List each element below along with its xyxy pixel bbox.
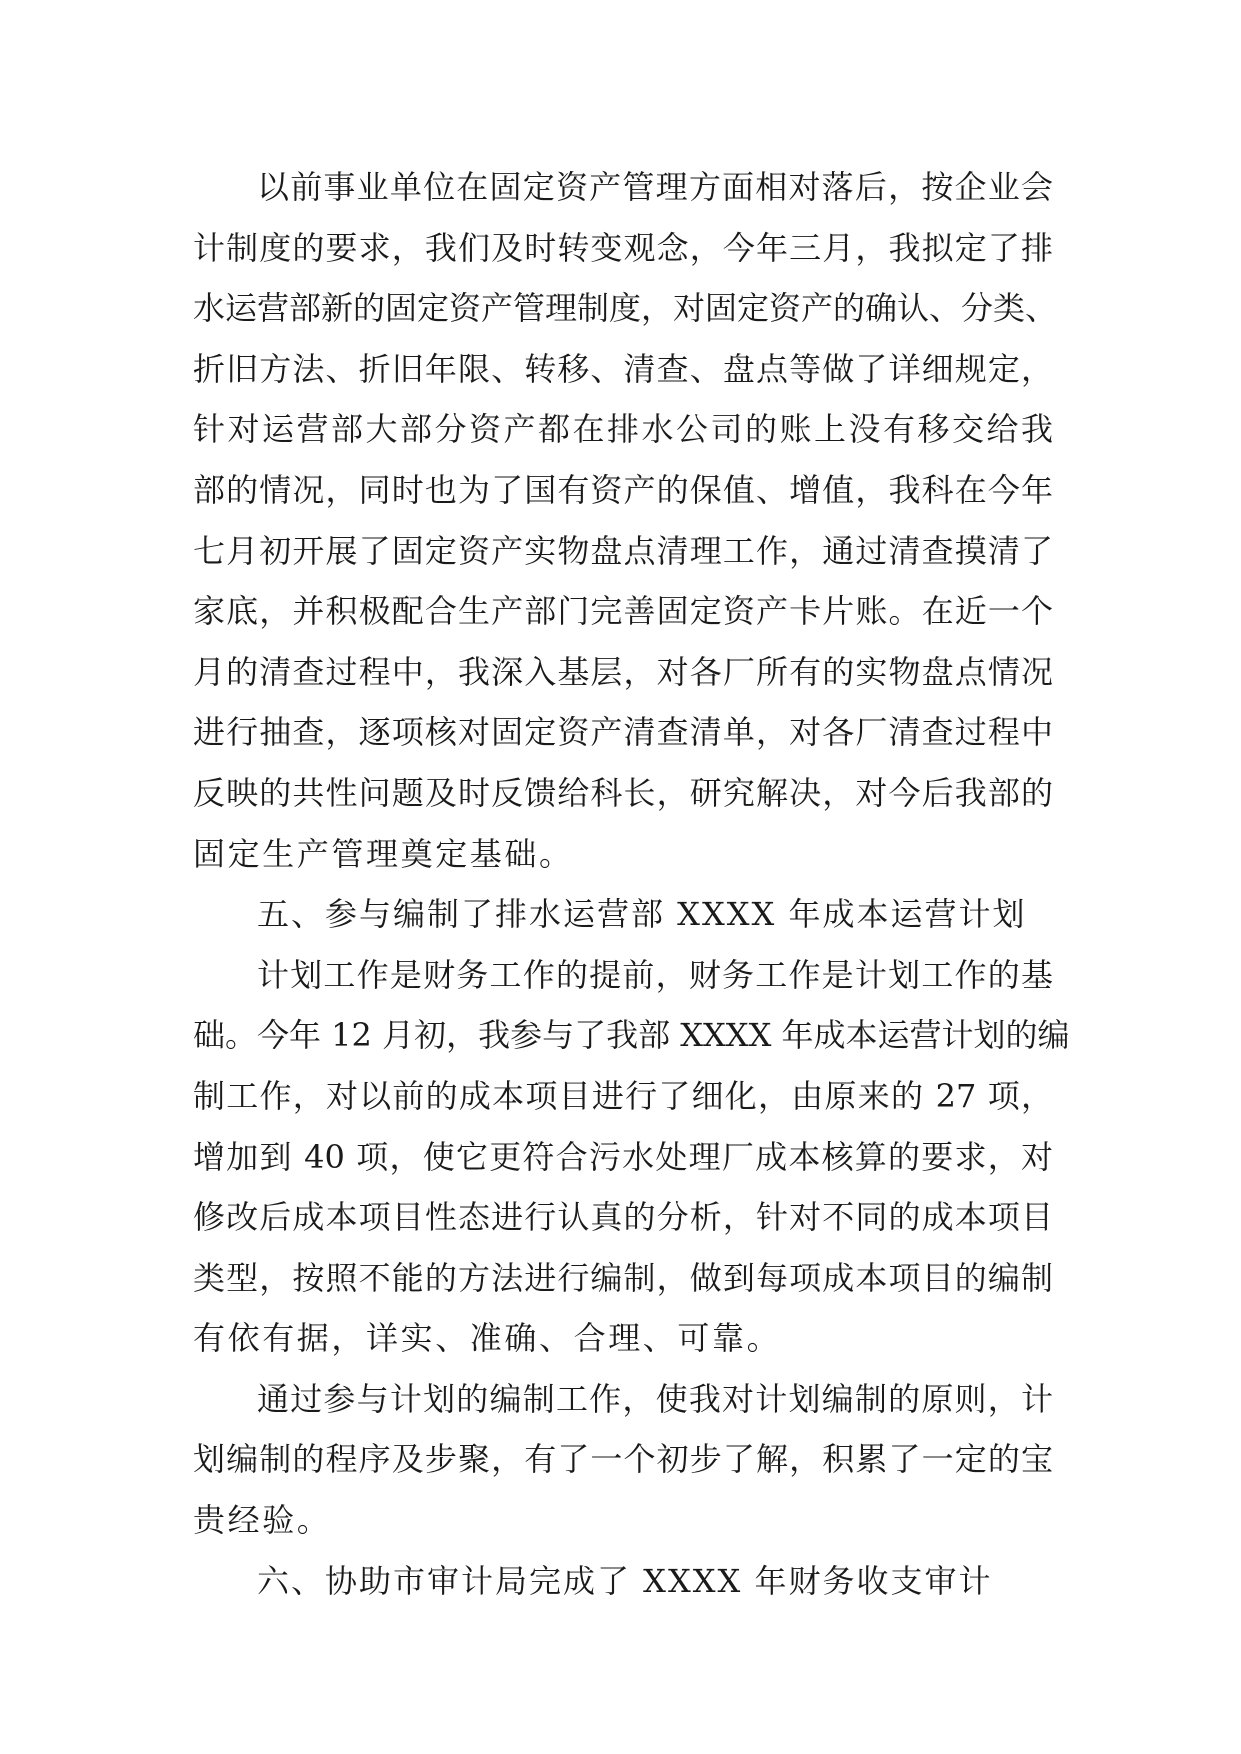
text-line: 修改后成本项目性态进行认真的分析，针对不同的成本项目 — [193, 1198, 1053, 1237]
paragraph-plan-experience — [193, 1369, 1053, 1551]
paragraph-plan-work — [193, 945, 1070, 1369]
text-line: 类型，按照不能的方法进行编制，做到每项成本项目的编制 — [193, 1258, 1053, 1297]
text-line: 制工作，对以前的成本项目进行了细化，由原来的 27 项， — [193, 1076, 1053, 1115]
text-line: 折旧方法、折旧年限、转移、清查、盘点等做了详细规定， — [193, 349, 1053, 388]
text-line: 贵经验。 — [193, 1501, 332, 1540]
text-line: 以前事业单位在固定资产管理方面相对落后，按企业会 — [257, 168, 1053, 206]
text-line: 七月初开展了固定资产实物盘点清理工作，通过清查摸清了 — [193, 531, 1053, 570]
text-line: 水运营部新的固定资产管理制度，对固定资产的确认、分类、 — [193, 289, 1058, 328]
document-body — [193, 157, 1070, 1611]
text-line: 反映的共性问题及时反馈给科长，研究解决，对今后我部的 — [193, 773, 1053, 812]
text-line: 针对运营部大部分资产都在排水公司的账上没有移交给我 — [193, 410, 1053, 449]
text-line: 月的清查过程中，我深入基层，对各厂所有的实物盘点情况 — [193, 652, 1053, 691]
text-line: 进行抽查，逐项核对固定资产清查清单，对各厂清查过程中 — [193, 713, 1053, 752]
text-line: 部的情况，同时也为了国有资产的保值、增值，我科在今年 — [193, 470, 1053, 509]
heading-text: 六、协助市审计局完成了 XXXX 年财务收支审计 — [257, 1561, 993, 1600]
text-line: 固定生产管理奠定基础。 — [193, 834, 574, 873]
text-line: 有依有据，详实、准确、合理、可靠。 — [193, 1319, 782, 1358]
paragraph-fixed-assets — [193, 157, 1058, 884]
section-heading-6 — [193, 1551, 1053, 1612]
text-line: 家底，并积极配合生产部门完善固定资产卡片账。在近一个 — [193, 592, 1053, 631]
text-line: 划编制的程序及步聚，有了一个初步了解，积累了一定的宝 — [193, 1440, 1053, 1479]
text-line: 计制度的要求，我们及时转变观念，今年三月，我拟定了排 — [193, 228, 1053, 267]
text-line: 增加到 40 项，使它更符合污水处理厂成本核算的要求，对 — [193, 1137, 1053, 1176]
section-heading-5 — [193, 884, 1053, 945]
heading-text: 五、参与编制了排水运营部 XXXX 年成本运营计划 — [257, 895, 1027, 934]
text-line: 通过参与计划的编制工作，使我对计划编制的原则，计 — [257, 1379, 1053, 1418]
text-line: 计划工作是财务工作的提前，财务工作是计划工作的基 — [257, 955, 1053, 994]
text-line: 础。今年 12 月初，我参与了我部 XXXX 年成本运营计划的编 — [193, 1016, 1070, 1055]
